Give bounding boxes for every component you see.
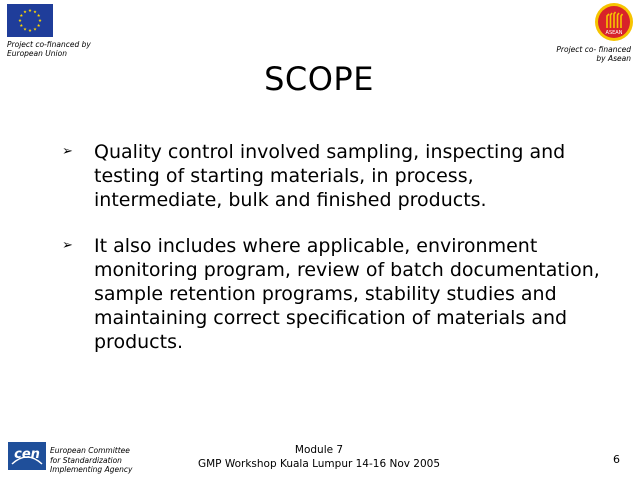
module-line-2: GMP Workshop Kuala Lumpur 14-16 Nov 2005 [197, 457, 441, 470]
eu-funding-text [7, 40, 91, 58]
cen-line-3: Implementing Agency [50, 465, 133, 474]
bullet-text: It also includes where applicable, environment monitoring program, review of batch documentation, sample retention programs, stability studies and maintaining correct specification of materials and products. [94, 235, 600, 353]
cen-logo-text: cen [14, 447, 40, 462]
asean-funding-line-2: by Asean [596, 54, 631, 63]
arrow-bullet-icon: ➢ [62, 238, 73, 253]
cen-line-2: for Standardization [50, 455, 122, 465]
bullet-item [60, 140, 605, 212]
eu-funding-line-1: Project co-financed by [7, 40, 91, 49]
asean-logo [594, 2, 634, 42]
bullet-list [60, 140, 605, 376]
asean-logo-text: ASEAN [605, 30, 623, 36]
page-number: 6 [613, 453, 620, 466]
eu-flag-logo [7, 4, 53, 37]
arrow-bullet-icon: ➢ [62, 144, 73, 159]
slide-title: SCOPE [264, 60, 374, 98]
bullet-item [60, 234, 605, 354]
bullet-text: Quality control involved sampling, inspecting and testing of starting materials, in process, intermediate, bulk and finished products. [94, 141, 566, 211]
module-line-1: Module 7 [294, 444, 344, 456]
module-info [0, 444, 638, 471]
asean-funding-line-1: Project co- financed [556, 45, 631, 54]
cen-line-1: European Committee [50, 446, 130, 455]
eu-funding-line-2: European Union [7, 49, 67, 58]
